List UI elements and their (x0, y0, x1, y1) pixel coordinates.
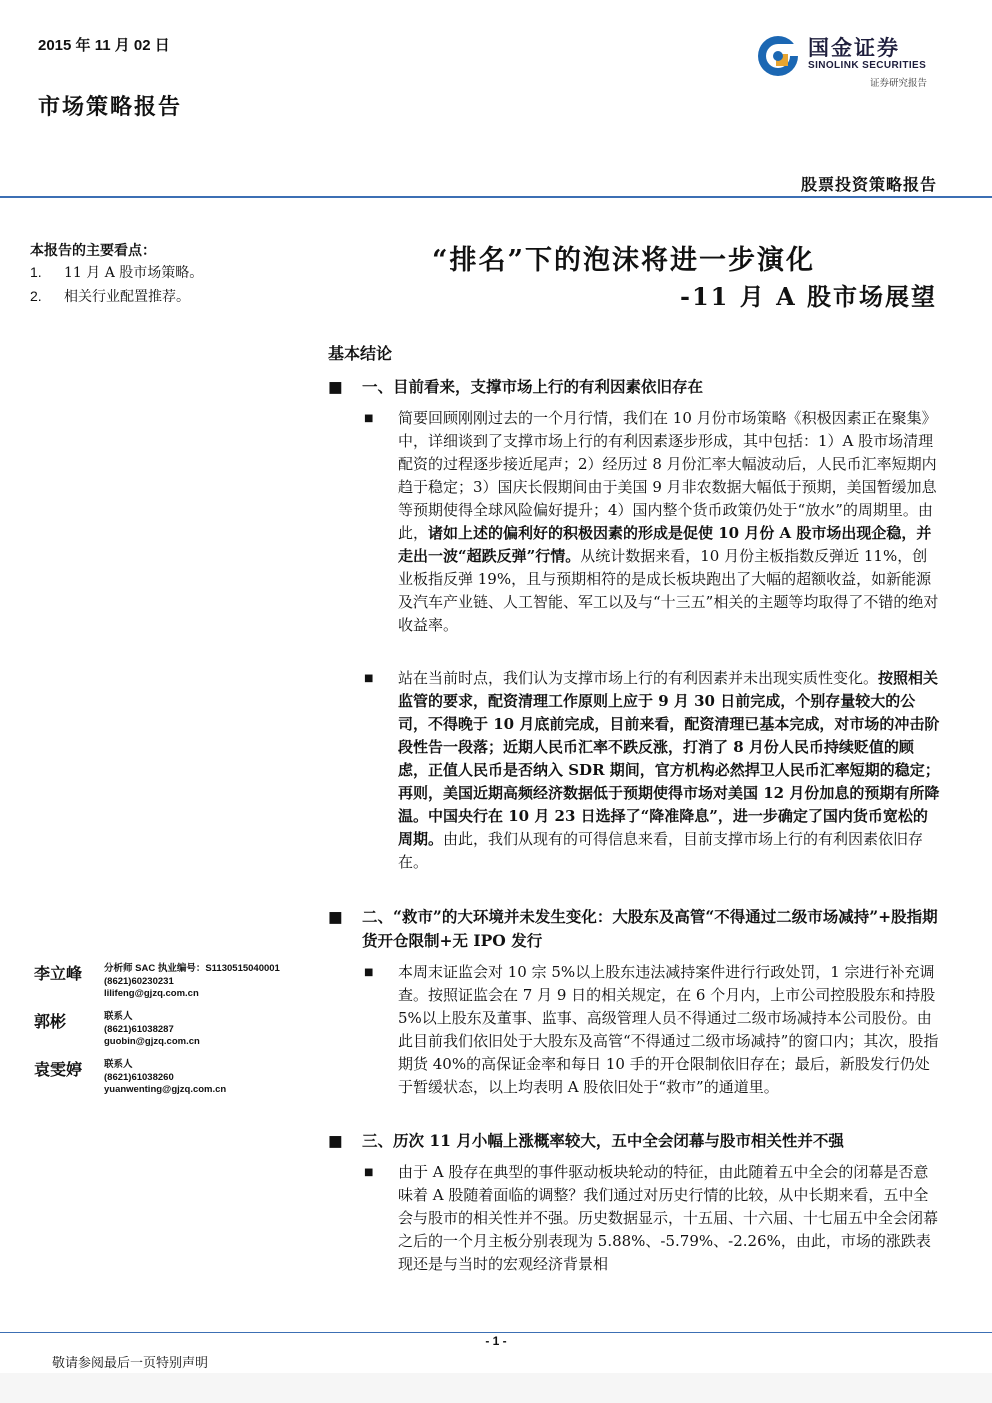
key-point-text: 相关行业配置推荐。 (64, 289, 190, 305)
key-point-number: 1. (30, 264, 42, 280)
key-point-item (30, 286, 190, 306)
report-subtitle: -11 月 A 股市场展望 (680, 282, 938, 311)
paragraph-1 (364, 407, 942, 637)
basic-conclusion-heading: 基本结论 (328, 344, 393, 363)
author-phone: (8621)61038287 (104, 1023, 174, 1035)
header-divider (0, 196, 992, 198)
footer-band (0, 1373, 992, 1403)
author-role: 分析师 SAC 执业编号：S1130515040001 (104, 963, 280, 974)
bullet-square-icon: ■ (328, 377, 343, 396)
footer-divider (0, 1332, 992, 1333)
section-heading-text: 二、“救市”的大环境并未发生变化：大股东及高管“不得通过二级市场减持”+股指期货开仓限制+无 IPO 发行 (362, 907, 938, 950)
paragraph-bold-text: 诸如上述的偏利好的积极因素的形成是促使 10 月份 A 股市场出现企稳，并走出一波“超跌反弹”行情。 (398, 524, 932, 565)
key-points-heading: 本报告的主要看点： (30, 243, 156, 259)
sub-bullet-icon: ■ (364, 413, 374, 424)
author-email[interactable]: guobin@gjzq.com.cn (104, 1036, 200, 1047)
report-series: 股票投资策略报告 (800, 175, 937, 194)
paragraph-4 (364, 1161, 942, 1276)
key-point-number: 2. (30, 288, 42, 304)
bullet-square-icon: ■ (328, 1131, 343, 1150)
author-name: 郭彬 (34, 1012, 67, 1031)
section-heading-2 (328, 905, 943, 952)
paragraph-3 (364, 961, 942, 1099)
paragraph-bold-text: 按照相关监管的要求，配资清理工作原则上应于 9 月 30 日前完成，个别存量较大的公司，不得晚于 10 月底前完成，目前来看，配资清理已基本完成，对市场的冲击阶段性告一段落；近期人民币汇率不跌反涨，打消了 8 月份人民币持续贬值的顾虑，正值人民币是否纳入 SDR 期间，官方机构必然捍卫人民币汇率短期的稳定；再则，美国近期高频经济数据低于预期使得市场对美国 12 月份加息的预期有所降温。中国央行在 10 月 23 日选择了“降准降息”，进一步确定了国内货币宽松的周期。 (398, 669, 940, 848)
logo-subtitle: 证券研究报告 (870, 78, 928, 89)
sinolink-logo-icon (756, 34, 800, 78)
paragraph-text: 从统计数据来看，10 月份主板指数反弹近 11%，创业板指反弹 19%，且与预期相符的是成长板块跑出了大幅的超额收益，如新能源及汽车产业链、人工智能、军工以及与“十三五”相关的主题等均取得了不错的绝对收益率。 (398, 547, 939, 634)
report-title: “排名”下的泡沫将进一步演化 (432, 245, 816, 276)
paragraph-text: 简要回顾刚刚过去的一个月行情，我们在 10 月份市场策略《积极因素正在聚集》中，详细谈到了支撑市场上行的有利因素逐步形成，其中包括：1）A 股市场清理配资的过程逐步接近尾声；2）经历过 8 月份汇率大幅波动后，人民币汇率短期内趋于稳定；3）国庆长假期间由于美国 9 月非农数据大幅低于预期，美国暂缓加息等预期使得全球风险偏好提升；4）国内整个货币政策仍处于“放水”的周期里。由此， (398, 409, 937, 542)
logo-name-cn: 国金证券 (808, 35, 900, 60)
author-email[interactable]: yuanwenting@gjzq.com.cn (104, 1084, 227, 1095)
paragraph-text: 由于 A 股存在典型的事件驱动板块轮动的特征，由此随着五中全会的闭幕是否意味着 A 股随着面临的调整？我们通过对历史行情的比较，从中长期来看，五中全会与股市的相关性并不强。历史数据显示，十五届、十六届、十七届五中全会闭幕之后的一个月主板分别表现为 5.88%、-5.79%、-2.26%，由此，市场的涨跌表现还是与当时的宏观经济背景相 (398, 1163, 939, 1273)
logo-name-en: SINOLINK SECURITIES (808, 60, 927, 71)
footer-disclaimer: 敬请参阅最后一页特别声明 (52, 1356, 209, 1371)
section-heading-text: 一、目前看来，支撑市场上行的有利因素依旧存在 (362, 377, 704, 396)
bullet-square-icon: ■ (328, 907, 343, 926)
key-point-item (30, 262, 203, 282)
author-email[interactable]: lilifeng@gjzq.com.cn (104, 988, 199, 999)
section-heading-1 (328, 375, 943, 399)
author-name: 李立峰 (34, 964, 83, 983)
paragraph-text: 本周末证监会对 10 宗 5%以上股东违法减持案件进行行政处罚，1 宗进行补充调查。按照证监会在 7 月 9 日的相关规定，在 6 个月内，上市公司控股股东和持股 5%以上股东及董事、监事、高级管理人员不得通过二级市场减持本公司股份。由此目前我们依旧处于大股东及高管“不得通过二级市场减持”的窗口内；其次，股指期货 40%的高保证金率和每日 10 手的开仓限制依旧存在；最后，新股发行仍处于暂缓状态，以上均表明 A 股依旧处于“救市”的通道里。 (398, 963, 939, 1096)
company-logo (756, 30, 956, 96)
paragraph-text: 由此，我们从现有的可得信息来看，目前支撑市场上行的有利因素依旧存在。 (398, 830, 924, 871)
section-heading-text: 三、历次 11 月小幅上涨概率较大，五中全会闭幕与股市相关性并不强 (362, 1131, 844, 1150)
author-phone: (8621)60230231 (104, 975, 174, 987)
page-number: - 1 - (485, 1334, 507, 1348)
key-point-text: 11 月 A 股市场策略。 (64, 265, 204, 281)
sub-bullet-icon: ■ (364, 967, 374, 978)
paragraph-text: 站在当前时点，我们认为支撑市场上行的有利因素并未出现实质性变化。 (398, 669, 879, 687)
report-date: 2015 年 11 月 02 日 (38, 37, 170, 54)
document-type: 市场策略报告 (38, 94, 183, 120)
author-role: 联系人 (104, 1059, 133, 1070)
section-heading-3 (328, 1129, 943, 1153)
author-name: 袁雯婷 (34, 1060, 83, 1079)
sub-bullet-icon: ■ (364, 673, 374, 684)
paragraph-2 (364, 667, 942, 874)
sub-bullet-icon: ■ (364, 1167, 374, 1178)
author-phone: (8621)61038260 (104, 1071, 174, 1083)
author-role: 联系人 (104, 1011, 133, 1022)
